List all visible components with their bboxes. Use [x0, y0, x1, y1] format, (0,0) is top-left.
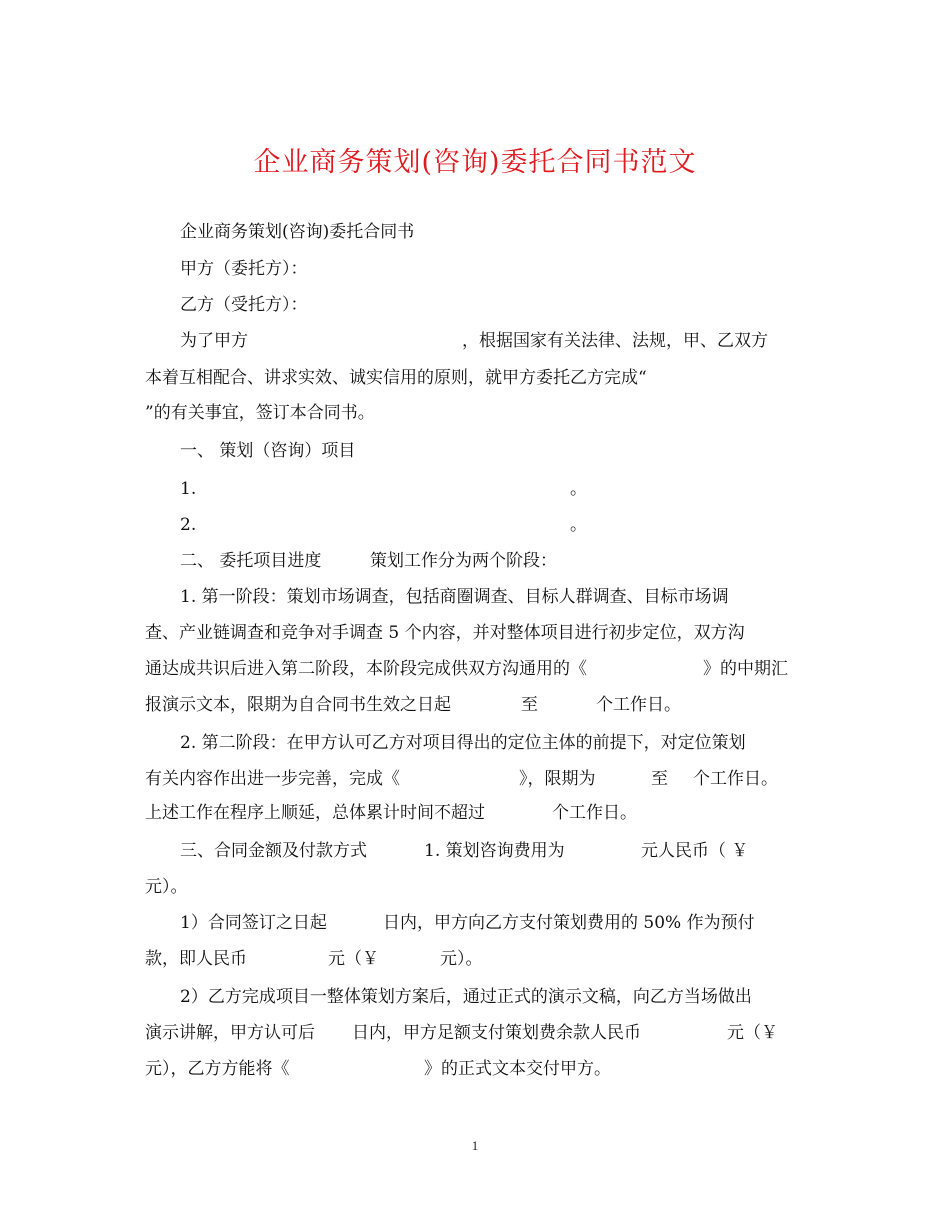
text-line: 》，限期为	[519, 769, 596, 789]
text-line: 。	[570, 479, 587, 499]
document-title: 企业商务策划(咨询)委托合同书范文	[253, 147, 697, 178]
text-line: 款，即人民币	[145, 949, 247, 969]
text-line: 通达成共识后进入第二阶段，本阶段完成供双方沟通用的《	[145, 659, 587, 679]
text-line: 为了甲方	[180, 331, 248, 351]
text-line: 》的正式文本交付甲方。	[424, 1059, 611, 1079]
text-line: 策划工作分为两个阶段：	[370, 551, 557, 571]
text-line: 查、产业链调查和竞争对手调查 5 个内容，并对整体项目进行初步定位，双方沟	[145, 623, 745, 643]
section-heading: 三、合同金额及付款方式	[180, 841, 367, 861]
text-line: 个工作日。	[596, 695, 681, 715]
text-line: 个工作日。	[693, 769, 778, 789]
text-line: 2）乙方完成项目一整体策划方案后，通过正式的演示文稿，向乙方当场做出	[180, 987, 752, 1007]
text-line: 日内，甲方足额支付策划费余款人民币	[352, 1023, 641, 1043]
text-line: 至	[651, 769, 668, 789]
text-line: 1. 第一阶段：策划市场调查，包括商圈调查、目标人群调查、目标市场调	[180, 587, 729, 607]
text-line: 元人民币（ ￥	[641, 841, 749, 861]
text-line: 元（￥	[328, 949, 379, 969]
text-line: 元）。	[145, 877, 188, 897]
text-line: 至	[521, 695, 538, 715]
text-line: 个工作日。	[552, 803, 637, 823]
text-line: 。	[570, 515, 587, 535]
text-line: 元（￥	[727, 1023, 778, 1043]
list-item-number: 1.	[180, 479, 197, 499]
page-number: 1	[471, 1138, 479, 1153]
text-line: 元），乙方方能将《	[145, 1059, 290, 1079]
section-heading: 一、 策划（咨询）项目	[180, 441, 356, 461]
text-line: ”的有关事宜，签订本合同书。	[145, 403, 375, 423]
text-line: 日内，甲方向乙方支付策划费用的 50% 作为预付	[383, 913, 755, 933]
text-line: 甲方（委托方）：	[180, 259, 308, 279]
text-line: 乙方（受托方）：	[180, 295, 308, 315]
text-line: 演示讲解，甲方认可后	[145, 1023, 315, 1043]
text-line: 1. 策划咨询费用为	[424, 841, 565, 861]
text-line: 上述工作在程序上顺延，总体累计时间不超过	[145, 803, 485, 823]
text-line: 2. 第二阶段：在甲方认可乙方对项目得出的定位主体的前提下，对定位策划	[180, 733, 746, 753]
text-line: 》的中期汇	[703, 659, 788, 679]
list-item-number: 2.	[180, 515, 197, 535]
text-line: 企业商务策划(咨询)委托合同书	[180, 222, 415, 242]
text-line: 报演示文本，限期为自合同书生效之日起	[145, 695, 451, 715]
text-line: 1）合同签订之日起	[180, 913, 327, 933]
section-heading: 二、 委托项目进度	[180, 551, 322, 571]
text-line: 本着互相配合、讲求实效、诚实信用的原则，就甲方委托乙方完成“	[145, 368, 647, 388]
text-line: 元）。	[440, 949, 483, 969]
text-line: ，根据国家有关法律、法规，甲、乙双方	[462, 331, 768, 351]
text-line: 有关内容作出进一步完善，完成《	[145, 769, 400, 789]
